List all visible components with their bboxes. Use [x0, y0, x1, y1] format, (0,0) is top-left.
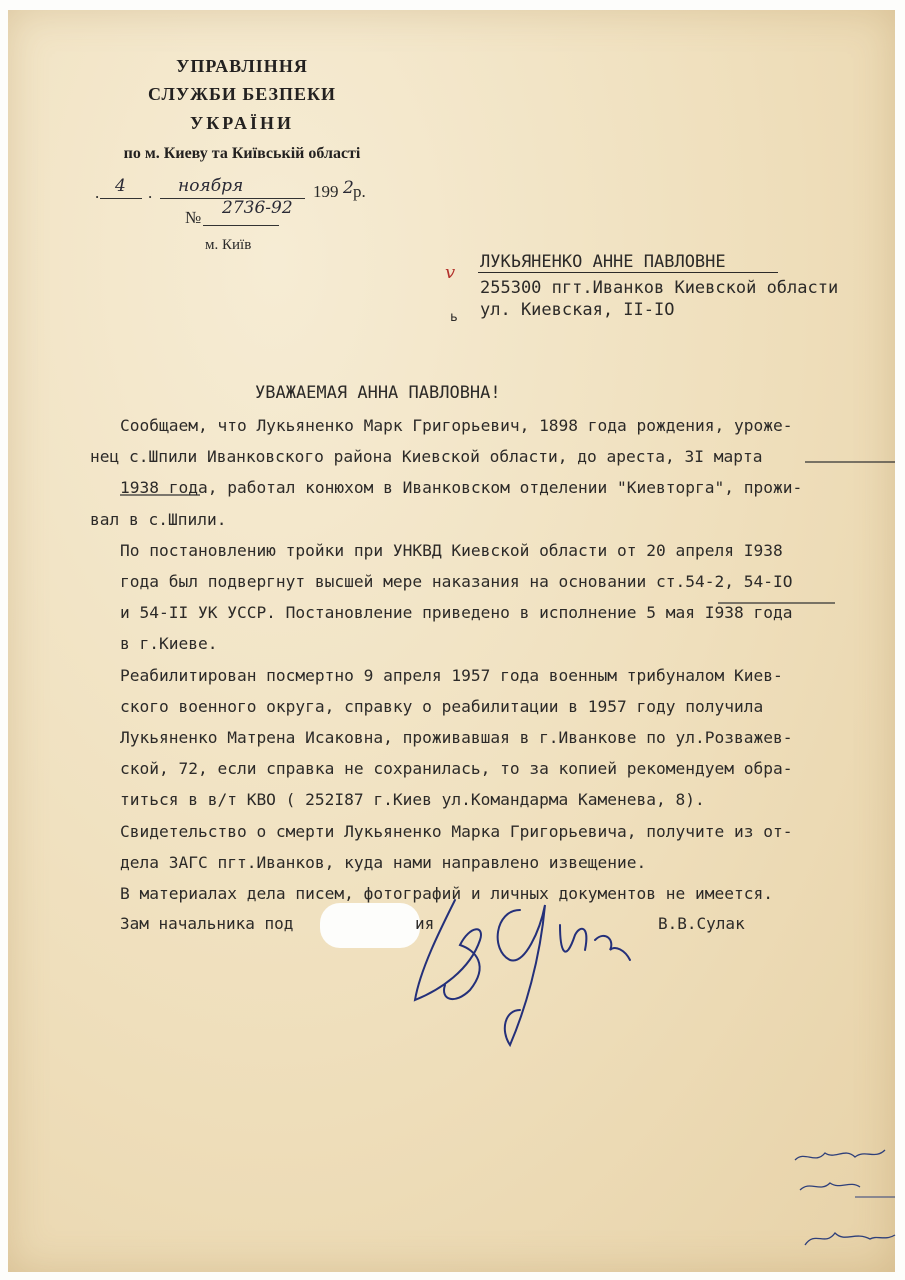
- org-name-line4: по м. Киеву та Київській області: [123, 145, 361, 162]
- city: м. Київ: [205, 237, 252, 253]
- body-line: нец с.Шпили Иванковского района Киевской области, до ареста, 3I марта: [90, 447, 763, 467]
- number-label: №: [185, 208, 202, 227]
- org-name-line1: УПРАВЛІННЯ: [176, 56, 308, 76]
- body-line: По постановлению тройки при УНКВД Киевской области от 20 апреля I938: [120, 540, 783, 560]
- body-line: года был подвергнут высшей мере наказания на основании ст.54-2, 54-IO: [120, 572, 793, 592]
- signatory-title-left: Зам начальника под: [120, 914, 294, 933]
- date-month: ноября: [178, 176, 244, 196]
- date-day: 4: [115, 176, 126, 196]
- org-name-line2: СЛУЖБИ БЕЗПЕКИ: [147, 84, 337, 104]
- date-dot-left: .: [95, 183, 100, 202]
- handwritten-signature: [400, 870, 660, 1070]
- marginal-note: [785, 1135, 900, 1265]
- recipient-name: ЛУКЬЯНЕНКО АННЕ ПАВЛОВНЕ: [480, 252, 726, 272]
- body-line: и 54-II УК УССР. Постановление приведено в исполнение 5 мая I938 года: [120, 603, 793, 623]
- recipient-address-line2: ул. Киевская, II-IO: [480, 300, 675, 320]
- date-dot-right: .: [148, 183, 153, 202]
- org-name-line3: УКРАЇНИ: [190, 113, 294, 133]
- body-line: в г.Киеве.: [120, 634, 218, 654]
- body-line: дела ЗАГС пгт.Иванков, куда нами направлено извещение.: [120, 852, 647, 872]
- body-line: Сообщаем, что Лукьяненко Марк Григорьевич, 1898 года рождения, урожe-: [120, 416, 793, 435]
- date-r: р.: [353, 182, 366, 201]
- body-line: Реабилитирован посмертно 9 апреля 1957 года военным трибуналом Киев-: [120, 665, 783, 685]
- body-line: ской, 72, если справка не сохранилась, то за копией рекомендуем обра-: [120, 759, 793, 779]
- recipient-address-line1: 255300 пгт.Иванков Киевской области: [480, 278, 839, 298]
- number-value: 2736-92: [222, 198, 293, 218]
- signatory-name: В.В.Сулак: [658, 914, 745, 933]
- body-line: Свидетельство о смерти Лукьяненко Марка Григорьевича, получите из от-: [120, 821, 793, 841]
- check-mark: v: [445, 262, 456, 283]
- body-line: 1938 года, работал конюхом в Иванковском отделении "Киевторга", прожи-: [120, 478, 803, 498]
- date-year-suffix: 2: [343, 178, 354, 198]
- salutation: УВАЖАЕМАЯ АННА ПАВЛОВНА!: [255, 383, 501, 403]
- recipient-mark: ь: [450, 310, 458, 325]
- signatory-title-right: ия: [415, 914, 435, 933]
- body-line: вал в с.Шпили.: [90, 509, 227, 529]
- body-line: Лукьяненко Матрена Исаковна, проживавшая в г.Иванкове по ул.Розважев-: [120, 728, 793, 748]
- date-year-prefix: 199: [313, 182, 339, 201]
- body-line: ского военного округа, справку о реабилитации в 1957 году получила: [120, 696, 764, 716]
- body-line: В материалах дела писем, фотографий и личных документов не имеется.: [120, 884, 773, 904]
- body-line: титься в в/т КВО ( 252I87 г.Киев ул.Командарма Каменева, 8).: [120, 790, 705, 810]
